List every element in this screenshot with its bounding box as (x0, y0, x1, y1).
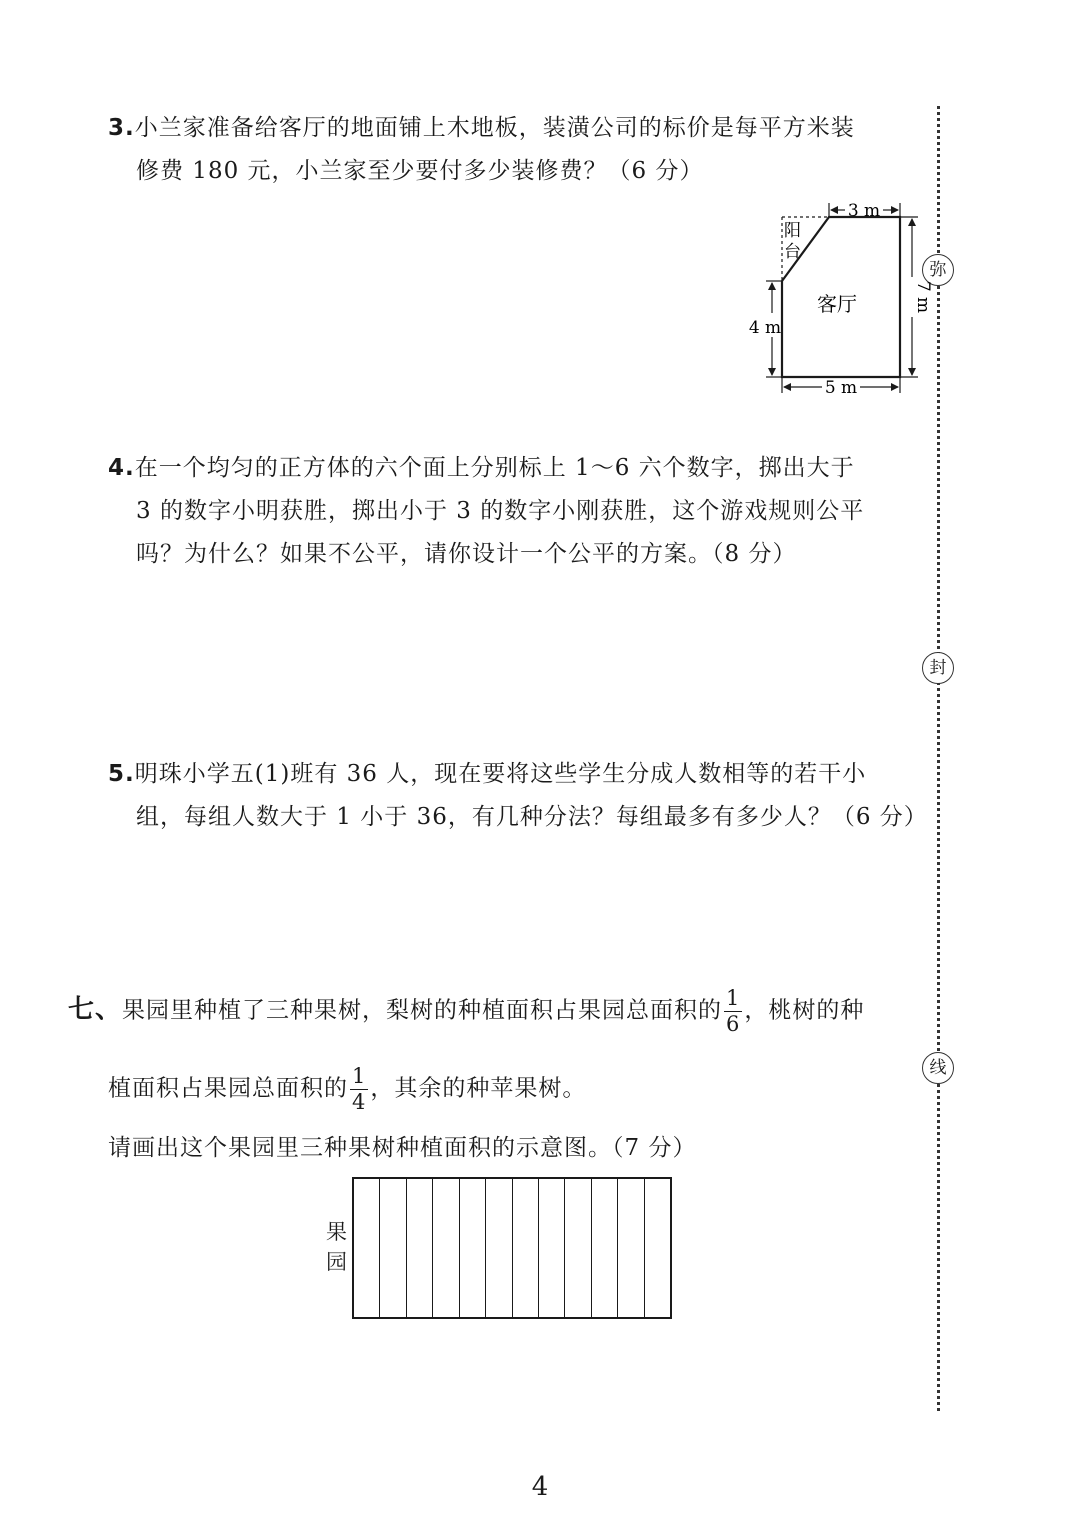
orchard-grid-cell[interactable] (354, 1179, 380, 1317)
question-4 (108, 447, 864, 576)
orchard-grid-cell[interactable] (645, 1179, 670, 1317)
balcony-label-2: 台 (784, 242, 801, 262)
orchard-grid-cell[interactable] (513, 1179, 539, 1317)
orchard-grid-cell[interactable] (618, 1179, 644, 1317)
question-3-line-1: 3.小兰家准备给客厅的地面铺上木地板，装潢公司的标价是每平方米装 (108, 115, 855, 141)
orchard-grid-cell[interactable] (433, 1179, 459, 1317)
balcony-label-1: 阳 (784, 221, 801, 241)
seal-char-mi: 弥 (922, 254, 954, 286)
section-7-line-3: 请画出这个果园里三种果树种植面积的示意图。（7 分） (108, 1135, 697, 1161)
section-7-number: 七、 (68, 994, 123, 1025)
dim-top-label: 3 m (847, 201, 881, 221)
question-5 (108, 753, 928, 839)
orchard-label: 果 园 (326, 1220, 347, 1274)
section-7-line-1: 七、果园里种植了三种果树，梨树的种植面积占果园总面积的 $\frac{1}{6}$ ，桃树的种 (68, 986, 865, 1036)
orchard-grid-cell[interactable] (486, 1179, 512, 1317)
fraction-one-sixth: $\frac{1}{6}$ (726, 986, 741, 1036)
question-4-line-2: 3 的数字小明获胜，掷出小于 3 的数字小刚获胜，这个游戏规则公平 (136, 498, 865, 524)
orchard-grid-cell[interactable] (565, 1179, 591, 1317)
dim-bottom-label: 5 m (824, 378, 858, 398)
question-4-line-3: 吗？为什么？如果不公平，请你设计一个公平的方案。（8 分） (136, 541, 797, 567)
orchard-grid-cell[interactable] (539, 1179, 565, 1317)
room-label: 客厅 (817, 292, 857, 316)
dim-right-label: 7 m (913, 280, 933, 314)
page-number: 4 (531, 1472, 549, 1502)
question-4-number: 4. (108, 455, 135, 481)
section-7-line-2: 植面积占果园总面积的 $\frac{1}{4}$ ，其余的种苹果树。 (108, 1064, 587, 1114)
binding-dotted-line (937, 106, 940, 1411)
living-room-figure (740, 195, 933, 405)
question-3 (108, 107, 855, 193)
seal-char-feng: 封 (922, 652, 954, 684)
question-4-line-1: 4.在一个均匀的正方体的六个面上分别标上 1～6 六个数字，掷出大于 (108, 455, 855, 481)
fraction-one-quarter: $\frac{1}{4}$ (352, 1064, 367, 1114)
seal-char-xian: 线 (922, 1052, 954, 1084)
dim-left-label: 4 m (748, 318, 782, 338)
question-5-number: 5. (108, 761, 135, 787)
orchard-grid-cell[interactable] (460, 1179, 486, 1317)
question-3-line-2: 修费 180 元，小兰家至少要付多少装修费？（6 分） (136, 158, 704, 184)
orchard-grid[interactable] (352, 1177, 672, 1319)
orchard-grid-cell[interactable] (592, 1179, 618, 1317)
question-5-line-1: 5.明珠小学五(1)班有 36 人，现在要将这些学生分成人数相等的若干小 (108, 761, 867, 787)
orchard-grid-cell[interactable] (407, 1179, 433, 1317)
question-3-number: 3. (108, 115, 135, 141)
orchard-grid-cell[interactable] (380, 1179, 406, 1317)
question-5-line-2: 组，每组人数大于 1 小于 36，有几种分法？每组最多有多少人？（6 分） (136, 804, 928, 830)
